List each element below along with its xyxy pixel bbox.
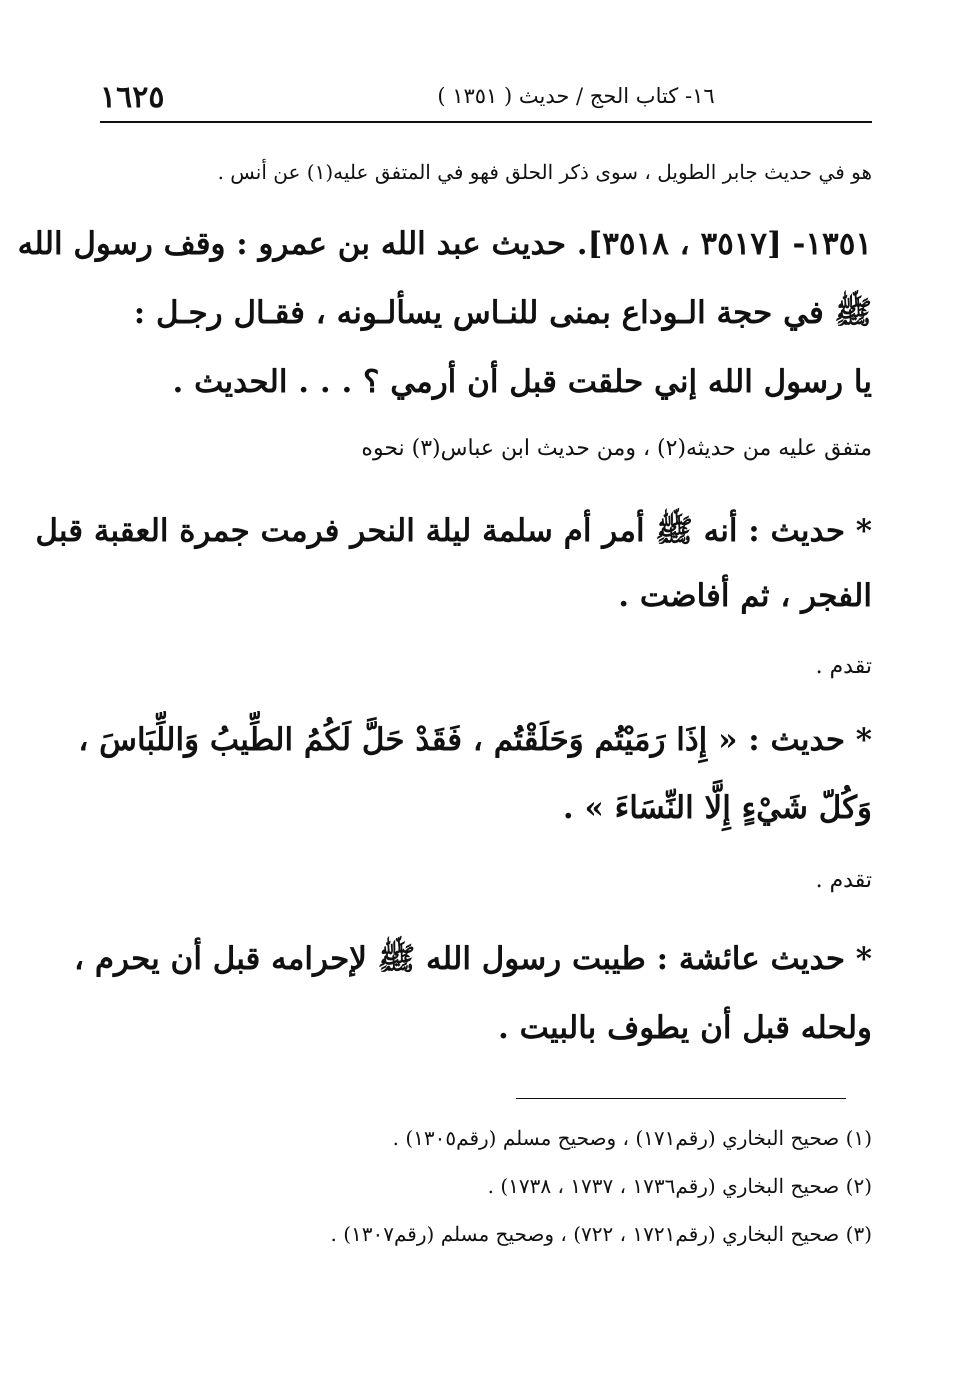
hadith-1351-line-1: ١٣٥١- [٣٥١٧ ، ٣٥١٨]. حديث عبد الله بن عمرو : وقف رسول الله: [17, 226, 872, 262]
hadith-b-line-2: وَكُلّ شَيْءٍ إِلَّا النِّسَاءَ » .: [562, 790, 872, 826]
page-number: ١٦٢٥: [100, 80, 165, 115]
hadith-c-line-1: * حديث عائشة : طيبت رسول الله ﷺ لإحرامه قبل أن يحرم ،: [74, 941, 872, 977]
hadith-1351-line-3: يا رسول الله إني حلقت قبل أن أرمي ؟ . . . الحديث .: [172, 364, 872, 400]
page-header: [100, 78, 872, 118]
running-title: ١٦- كتاب الحج / حديث ( ١٣٥١ ): [437, 84, 715, 108]
hadith-b-note: تقدم .: [815, 868, 872, 893]
footnote-3: (٣) صحيح البخاري (رقم١٧٢١ ، ٧٢٢) ، وصحيح مسلم (رقم١٣٠٧) .: [330, 1222, 872, 1246]
intro-line: هو في حديث جابر الطويل ، سوى ذكر الحلق فهو في المتفق عليه(١) عن أنس .: [217, 160, 872, 184]
hadith-a-line-2: الفجر ، ثم أفاضت .: [618, 578, 872, 614]
hadith-1351-note: متفق عليه من حديثه(٢) ، ومن حديث ابن عباس(٣) نحوه: [361, 436, 872, 461]
hadith-1351-line-2: ﷺ في حجة الـوداع بمنى للنـاس يسألـونه ، فقـال رجـل :: [133, 295, 872, 331]
hadith-a-note: تقدم .: [815, 654, 872, 679]
hadith-c-line-2: ولحله قبل أن يطوف بالبيت .: [498, 1010, 872, 1046]
footnote-1: (١) صحيح البخاري (رقم١٧١) ، وصحيح مسلم (رقم١٣٠٥) .: [392, 1126, 872, 1150]
hadith-a-line-1: * حديث : أنه ﷺ أمر أم سلمة ليلة النحر فرمت جمرة العقبة قبل: [35, 513, 872, 549]
footnote-divider: [516, 1098, 846, 1099]
hadith-b-line-1: * حديث : « إِذَا رَمَيْتُم وَحَلَقْتُم ، فَقَدْ حَلَّ لَكُمُ الطِّيبُ وَاللِّبَاسَ ،: [78, 722, 872, 758]
footnote-2: (٢) صحيح البخاري (رقم١٧٣٦ ، ١٧٣٧ ، ١٧٣٨) .: [487, 1174, 872, 1198]
header-divider: [100, 121, 872, 123]
